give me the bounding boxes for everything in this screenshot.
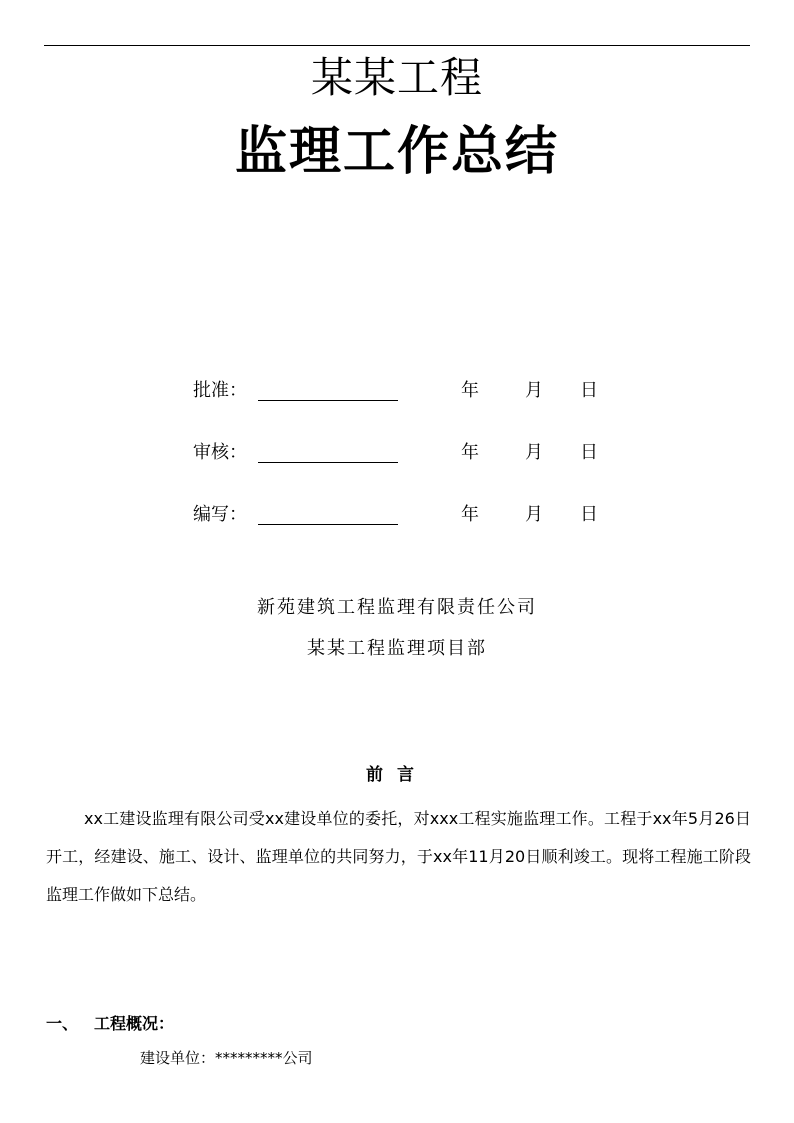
approval-row	[0, 376, 794, 406]
project-department: 某某工程监理项目部	[307, 638, 487, 659]
cover-title: 监理工作总结	[234, 122, 559, 182]
section-number: 一、	[46, 1014, 79, 1033]
approval-signature-blank	[258, 400, 398, 401]
approval-year-label: 年	[461, 380, 479, 401]
author-year-label: 年	[461, 504, 479, 525]
review-day-label: 日	[580, 442, 598, 463]
preface-paragraph: xx工建设监理有限公司受xx建设单位的委托，对xxx工程实施监理工作。工程于xx年5月26日开工，经建设、施工、设计、监理单位的共同努力，于xx年11月20日顺利竣工。现将工程施工阶段监理工作做如下总结。	[46, 809, 751, 904]
review-month-label: 月	[525, 442, 543, 463]
company-name: 新苑建筑工程监理有限责任公司	[257, 597, 537, 618]
approval-day-label: 日	[580, 380, 598, 401]
header-rule	[44, 45, 750, 46]
review-row	[0, 438, 794, 468]
review-label: 审核：	[193, 442, 247, 463]
author-month-label: 月	[525, 504, 543, 525]
section-title: 工程概况：	[94, 1014, 175, 1033]
section-heading-overview	[46, 1012, 174, 1036]
construction-unit-line: 建设单位：*********公司	[140, 1049, 313, 1067]
preface-heading: 前言	[366, 765, 428, 785]
author-row	[0, 500, 794, 530]
review-year-label: 年	[461, 442, 479, 463]
author-signature-blank	[258, 524, 398, 525]
author-label: 编写：	[193, 504, 247, 525]
cover-subtitle: 某某工程	[310, 53, 483, 102]
approval-month-label: 月	[525, 380, 543, 401]
author-day-label: 日	[580, 504, 598, 525]
approval-label: 批准：	[193, 380, 247, 401]
review-signature-blank	[258, 462, 398, 463]
